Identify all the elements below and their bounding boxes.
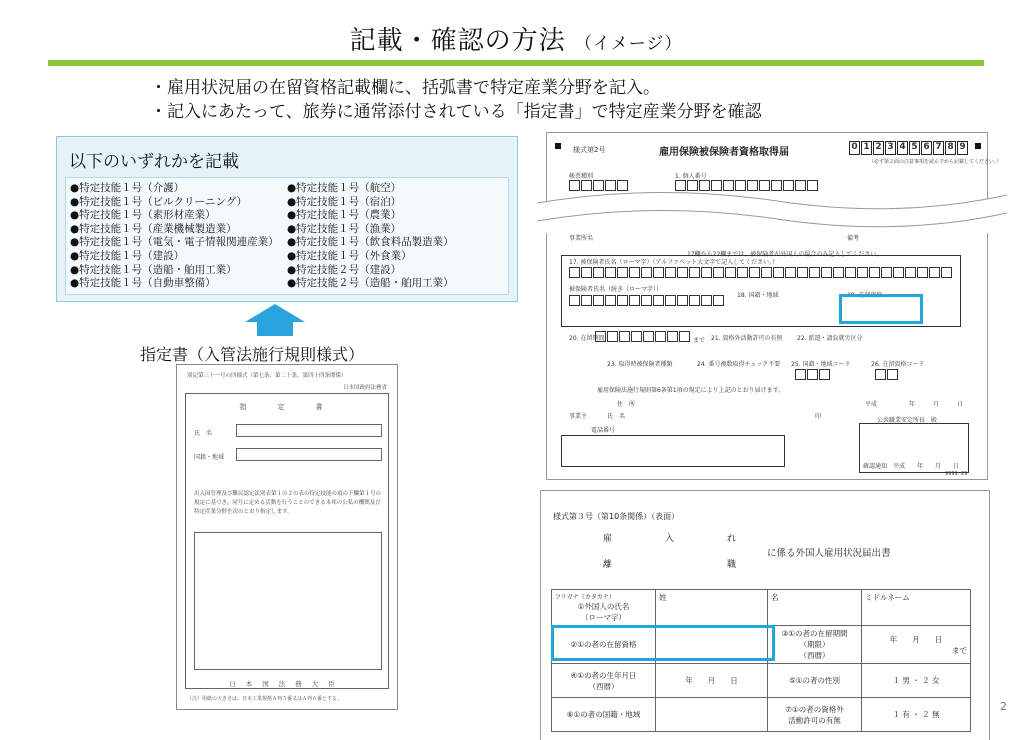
form3-r5: ⑤①の者の性別 — [768, 664, 862, 698]
ei-field-20: 20. 在留期間 — [569, 335, 605, 342]
choice-item: ●特定技能１号（建設） — [70, 249, 185, 262]
choice-list — [65, 177, 509, 295]
ei-instruction: 17欄から22欄までは、被保険者が外国人の場合のみ記入してください。 — [687, 251, 883, 258]
designation-title: 指 定 書 — [239, 403, 335, 411]
form3-kana: フリガナ（カタカナ） — [555, 594, 615, 601]
residence-status-highlight — [551, 625, 775, 661]
digit-cell: 9 — [957, 141, 968, 155]
form-corner-mark — [555, 143, 561, 149]
choice-title: 以下のいずれかを記載 — [69, 152, 239, 172]
ei-confirm-notice: 確認通知 平成 年 月 日 — [863, 463, 960, 470]
title-sub: （イメージ） — [574, 34, 683, 54]
choice-item: ●特定技能１号（産業機械製造業） — [70, 222, 237, 235]
form3-r3: ③①の者の在留期間 （期限） （西暦） — [768, 626, 862, 664]
designation-name-box — [236, 424, 382, 437]
choice-item: ●特定技能１号（素形材産業） — [70, 209, 216, 222]
choice-column-right — [287, 182, 504, 290]
choice-item: ●特定技能１号（介護） — [70, 182, 185, 194]
form3-r2: ②①の者の在留資格 — [552, 626, 656, 664]
choice-item: ●特定技能１号（外食業） — [287, 249, 412, 262]
ei-name: 氏 名 — [607, 413, 626, 420]
form3-word: 職 — [727, 560, 737, 570]
form3-r4-value: 年 月 日 — [656, 664, 768, 698]
form3-r1: ①外国人の氏名 （ローマ字） — [577, 602, 630, 622]
ei-field-25: 25. 国籍・地域コード — [791, 361, 851, 368]
form3-middle: ミドルネーム — [862, 590, 971, 626]
designation-nationality-label: 国籍・地域 — [194, 454, 225, 461]
choice-item: ●特定技能１号（造船・舶用工業） — [70, 263, 237, 276]
torn-edge-wave — [537, 173, 1007, 233]
digit-cell: 3 — [885, 141, 896, 155]
ei-seal: 印 — [815, 413, 822, 420]
employment-insurance-form-image — [546, 132, 1002, 480]
designation-note: （注）用紙の大きさは，日本工業規格Ａ列５番又はＡ列６番とする。 — [187, 696, 343, 702]
designation-label: 指定書（入管法施行規則様式） — [140, 345, 365, 364]
ei-field-17b: 被保険者氏名（続き（ローマ字）） — [569, 286, 663, 293]
ei-field-24: 24. 番号複数取得チェック不要 — [697, 361, 781, 368]
choice-item: ●特定技能１号（宿泊） — [287, 195, 402, 208]
ei-field-21: 21. 資格外活動許可の有無 — [711, 335, 783, 342]
ei-field-19: 19. 在留資格 — [847, 292, 883, 299]
form-corner-mark — [975, 143, 981, 149]
ei-field-23: 23. 取得時被保険者種類 — [607, 361, 673, 368]
form3-r6: ⑥①の者の国籍・地域 — [552, 698, 656, 732]
ei-date-month: 月 — [933, 401, 940, 408]
designation-paragraph: 出入国管理及び難民認定法別表第１の２の表の特定技能の項の下欄第１号の規定に基づき，同号に定める活動を行うことのできる本邦の公私の機関及び特定産業分野を次のとおり指定します。 — [194, 491, 382, 515]
cell-row — [569, 295, 724, 306]
digit-cell: 4 — [897, 141, 908, 155]
designation-nationality-box — [236, 448, 382, 461]
choice-item: ●特定技能１号（航空） — [287, 182, 402, 194]
form3-r3-until: まで — [952, 645, 967, 655]
ei-form-title: 雇用保険被保険者資格取得届 — [659, 147, 789, 158]
choice-item: ●特定技能１号（自動車整備） — [70, 277, 216, 290]
cell-row — [875, 369, 898, 380]
form3-given: 名 — [768, 590, 862, 626]
ei-office: 公共職業安定所長 殿 — [877, 417, 938, 424]
ei-field-number: 1. 個人番号 — [675, 173, 707, 180]
form3-r7: ⑦①の者の資格外 活動許可の有無 — [768, 698, 862, 732]
designation-frame — [185, 393, 389, 689]
form3-word: 離 — [603, 560, 613, 570]
digit-cell: 8 — [945, 141, 956, 155]
form3-r3-date: 年 月 日 — [889, 634, 943, 644]
ei-era: 平成 — [865, 401, 878, 408]
choice-box — [56, 136, 518, 302]
form3-label — [552, 590, 656, 626]
choice-item: ●特定技能１号（漁業） — [287, 222, 402, 235]
digit-cell: 1 — [861, 141, 872, 155]
cell-row — [595, 331, 690, 342]
designation-name-label: 氏 名 — [194, 430, 213, 437]
digit-cell: 5 — [909, 141, 920, 155]
designation-header: 別記第三十一号の四様式（第七条、第二十条、第四十四条関係） — [187, 373, 347, 379]
ei-bottom-table — [561, 435, 785, 467]
bullet-item: ・記入にあたって、旅券に通常添付されている「指定書」で特定産業分野を確認 — [150, 102, 762, 122]
choice-column-left — [70, 182, 287, 290]
form3-header: 様式第３号（第10条関係）（表面） — [553, 512, 680, 521]
ei-date-year: 年 — [909, 401, 916, 408]
choice-item: ●特定技能１号（農業） — [287, 209, 402, 222]
ei-field-type: 帳票種別 — [569, 173, 594, 180]
ei-business-name: 事業所名 — [569, 235, 594, 242]
ei-field-18: 18. 国籍・地域 — [737, 292, 779, 299]
bullet-item: ・雇用状況届の在留資格記載欄に、括弧書で特定産業分野を記入。 — [150, 78, 660, 98]
form3-word: 入 — [665, 534, 675, 544]
bullet-list — [150, 76, 762, 124]
choice-item: ●特定技能１号（飲食料品製造業） — [287, 236, 454, 249]
ei-employer: 事業主 — [569, 413, 588, 420]
cell-row — [569, 267, 952, 278]
form3-surname: 姓 — [656, 590, 768, 626]
ei-phone: 電話番号 — [591, 427, 616, 434]
choice-item: ●特定技能１号（ビルクリーニング） — [70, 195, 248, 208]
ei-remarks: 備考 — [847, 235, 860, 242]
form3-r4: ④①の者の生年月日 （西暦） — [552, 664, 656, 698]
form3-word: 雇 — [603, 534, 613, 544]
form3-word: れ — [727, 534, 737, 544]
designation-form-image — [176, 364, 398, 710]
digit-cell: 0 — [849, 141, 860, 155]
form3-title: に係る外国人雇用状況届出書 — [767, 548, 891, 559]
digit-cell: 2 — [873, 141, 884, 155]
residence-status-highlight — [839, 294, 923, 324]
digit-note: （必ず第２面の注意事項を読んでから記載してください。） — [869, 159, 1002, 165]
ei-date-day: 日 — [957, 401, 964, 408]
ei-address: 住 所 — [617, 401, 636, 408]
form3-r5-value: １ 男 ・ ２ 女 — [862, 664, 971, 698]
page-title — [0, 20, 1032, 57]
ei-field-22: 22. 派遣・請負就労区分 — [797, 335, 863, 342]
title-main: 記載・確認の方法 — [349, 26, 566, 56]
title-rule — [48, 60, 984, 66]
ei-footer: 9999. 29 — [945, 471, 968, 477]
choice-item: ●特定技能２号（造船・舶用工業） — [287, 277, 454, 290]
cell-row — [795, 369, 830, 380]
digit-cell: 6 — [921, 141, 932, 155]
choice-item: ●特定技能１号（電気・電子情報関連産業） — [70, 236, 279, 249]
ei-field-26: 26. 在留資格コード — [871, 361, 925, 368]
ei-until: まで — [693, 337, 706, 344]
form3-r7-value: １ 有 ・ ２ 無 — [862, 698, 971, 732]
designation-sub: 日本国政府法務省 — [342, 385, 387, 391]
ei-confirm: 雇用保険法施行規則第6条第1項の規定により上記のとおり届けます。 — [597, 387, 785, 394]
ei-form-number: 様式第2号 — [573, 146, 606, 154]
ei-form-digits — [849, 141, 968, 155]
designation-signer: 日本国法務大臣 — [229, 680, 345, 688]
choice-item: ●特定技能２号（建設） — [287, 263, 402, 276]
form3-r3-value — [862, 626, 971, 664]
employment-status-form-image — [540, 490, 990, 740]
ei-field-17: 17. 被保険者氏名（ローマ字）（アルファベット大文字で記入してください。） — [569, 259, 779, 266]
digit-cell: 7 — [933, 141, 944, 155]
form3-r6-value — [656, 698, 768, 732]
designation-content-box — [194, 532, 382, 670]
page-number: 2 — [1000, 700, 1007, 713]
